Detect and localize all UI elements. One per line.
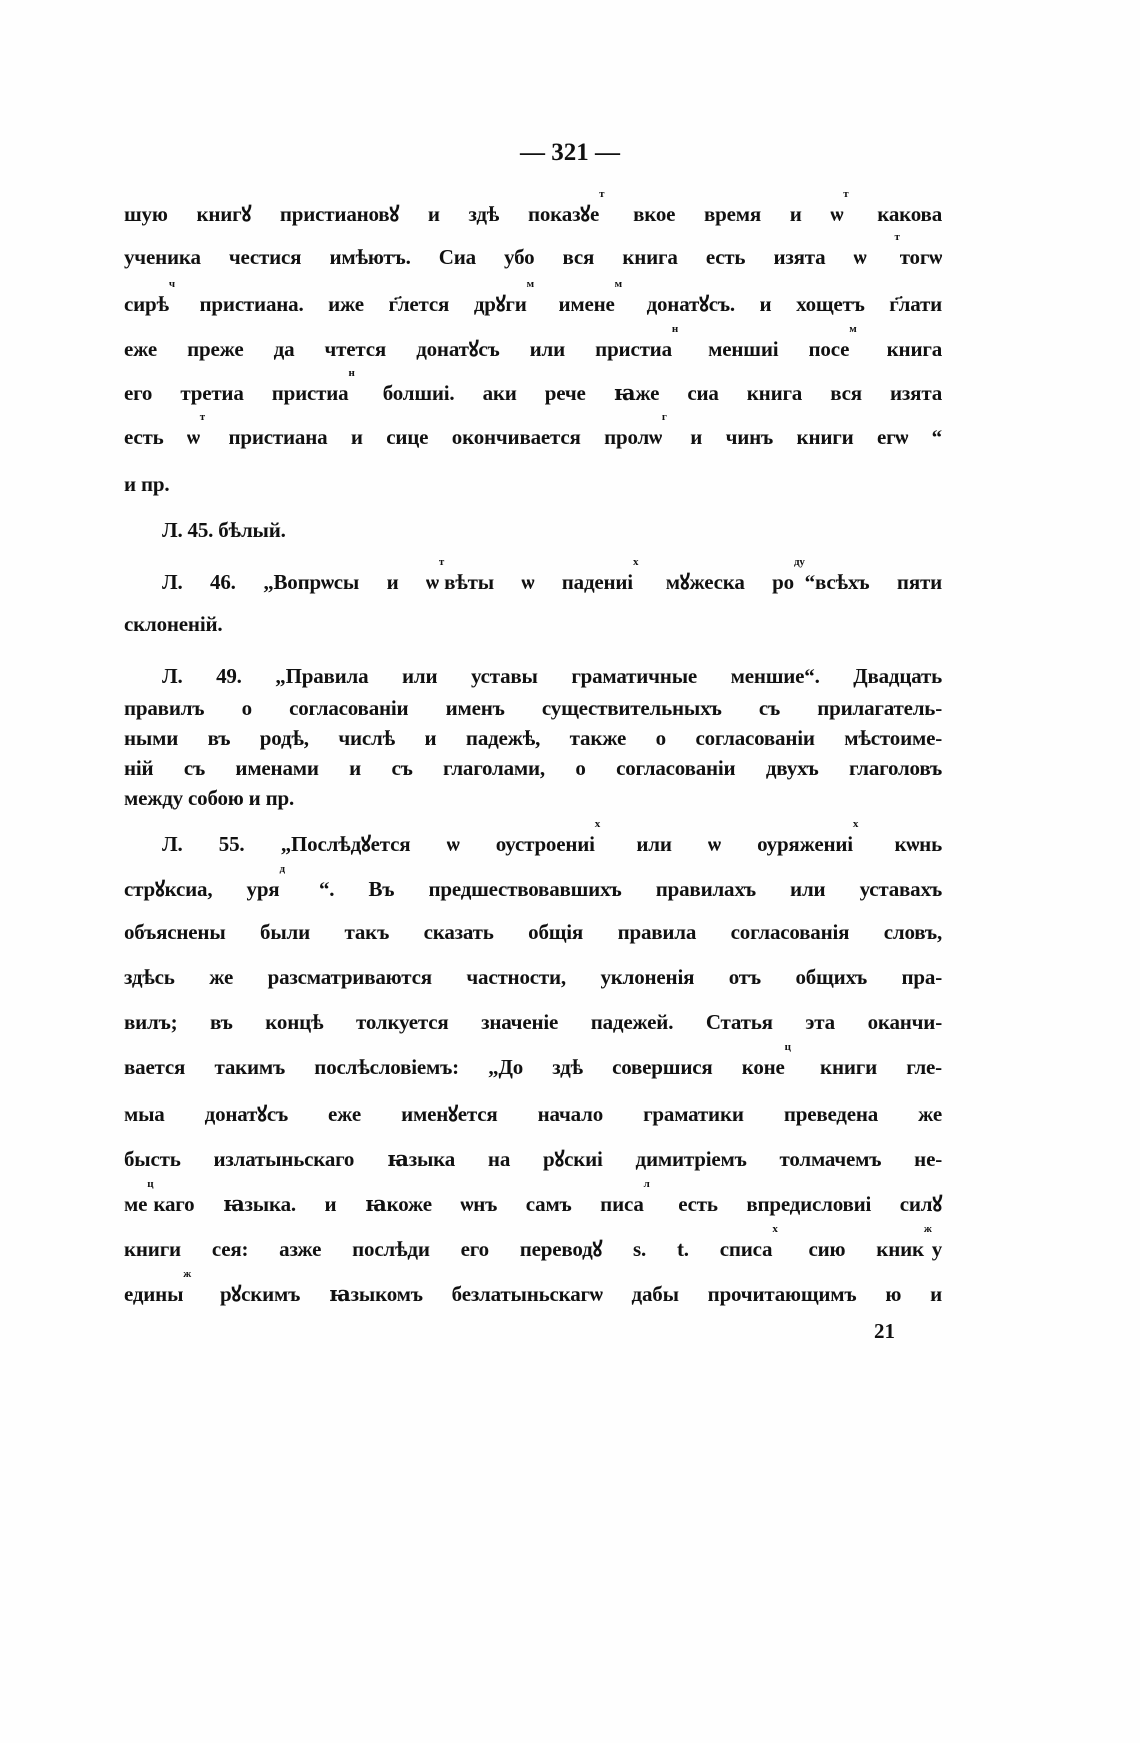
text-segment: есть впредисловиі силꙋ <box>649 1192 942 1216</box>
superscript-letter: м <box>614 278 622 290</box>
text-segment: стрꙋксиа, уря <box>124 877 280 901</box>
superscript-letter: х <box>852 818 859 830</box>
superscript-letter: ж <box>923 1223 932 1235</box>
superscript-letter: ц <box>147 1178 154 1190</box>
text-line <box>162 518 942 548</box>
text-line <box>124 1223 942 1265</box>
text-line <box>124 920 942 950</box>
text-line <box>124 1178 942 1220</box>
text-segment: склоненій. <box>124 612 223 636</box>
text-segment: пристиана. иже г҃лется дрꙋги <box>174 292 527 316</box>
superscript-letter: м <box>526 278 534 290</box>
text-line <box>124 188 942 230</box>
text-line <box>124 612 942 642</box>
superscript-letter: ду <box>793 556 805 568</box>
text-line <box>124 1268 942 1310</box>
text-segment: вилъ; въ концѣ толкуется значеніе падежей. Статья эта оканчи- <box>124 1010 942 1034</box>
text-segment: книги сея: азже послѣди его переводꙋ s. t. списа <box>124 1237 773 1261</box>
text-segment: и чинъ книги егѡ “ <box>666 425 942 449</box>
text-segment: вкое время и ѡ <box>604 202 844 226</box>
text-line <box>162 818 942 860</box>
text-segment: или ѡ оуряжениі <box>600 832 853 856</box>
text-segment: ній съ именами и съ глаголами, о согласованіи двухъ глаголовъ <box>124 756 942 780</box>
text-segment: мыа донатꙋсъ еже именꙋется начало граматики преведена же <box>124 1102 942 1126</box>
text-segment: между собою и пр. <box>124 786 295 810</box>
text-line <box>124 1145 942 1175</box>
text-line <box>124 1041 942 1085</box>
text-segment: вѣты ѡ падениі <box>444 570 633 594</box>
text-segment: имене <box>533 292 615 316</box>
text-line <box>124 411 942 455</box>
text-segment: бысть излатыньскаго ꙗзыка на рꙋскиі димитріемъ толмачемъ не- <box>124 1147 942 1171</box>
superscript-letter: х <box>594 818 601 830</box>
text-segment: книги гле- <box>790 1055 942 1079</box>
text-segment: тогѡ <box>899 245 942 269</box>
text-segment: сирѣ <box>124 292 169 316</box>
text-line <box>124 472 942 502</box>
text-segment: пристиана и сице окончивается пролѡ <box>205 425 662 449</box>
page-header-number: — 321 — <box>520 139 620 166</box>
text-segment: книга <box>856 337 942 361</box>
text-segment: сию кник <box>777 1237 924 1261</box>
superscript-letter: м <box>849 323 857 335</box>
text-line <box>124 756 942 786</box>
superscript-letter: н <box>348 367 355 379</box>
text-line <box>162 556 943 598</box>
text-segment: рꙋскимъ ꙗзыкомъ безлатыньскагѡ дабы прочитающимъ ю и <box>191 1282 942 1306</box>
text-segment: шую книгꙋ пристиановꙋ и здѣ показꙋе <box>124 202 600 226</box>
text-line <box>124 965 942 995</box>
text-line <box>124 696 942 726</box>
text-segment: здѣсь же разсматриваются частности, уклоненія отъ общихъ пра- <box>124 965 942 989</box>
superscript-letter: х <box>632 556 639 568</box>
text-segment: болшиі. аки рече ꙗже сиа книга вся изята <box>354 381 942 405</box>
superscript-letter: ц <box>784 1041 791 1053</box>
text-segment: “всѣхъ пяти <box>804 570 943 594</box>
text-line <box>124 323 942 365</box>
text-segment: “. Въ предшествовавшихъ правилахъ или уставахъ <box>284 877 943 901</box>
text-segment: меншиі посе <box>678 337 850 361</box>
text-line <box>124 231 942 275</box>
text-segment: есть ѡ <box>124 425 200 449</box>
text-segment: кѡнь <box>858 832 942 856</box>
text-segment: мꙋжеска ро <box>638 570 794 594</box>
superscript-letter: ж <box>183 1268 192 1280</box>
text-segment: Л. 45. бѣлый. <box>162 518 286 542</box>
superscript-letter: т <box>843 188 849 200</box>
superscript-letter: д <box>279 863 285 875</box>
text-segment: Л. 49. „Правила или уставы граматичные меншие“. Двадцать <box>162 664 942 688</box>
text-segment: и пр. <box>124 472 170 496</box>
text-segment: у <box>931 1237 942 1261</box>
superscript-letter: ч <box>168 278 175 290</box>
superscript-letter: т <box>894 231 900 243</box>
superscript-letter: х <box>772 1223 778 1235</box>
text-segment: каго ꙗзыка. и ꙗкоже ѡнъ самъ писа <box>153 1192 644 1216</box>
text-segment: ученика честися имѣютъ. Сиа убо вся книга есть изята ѡ <box>124 245 895 269</box>
superscript-letter: т <box>599 188 605 200</box>
text-line <box>124 1100 942 1130</box>
text-line <box>162 664 942 694</box>
text-segment: донатꙋсъ. и хощетъ г҃лати <box>621 292 942 316</box>
text-segment: Л. 46. „Вопрѡсы и ѡ <box>162 570 439 594</box>
text-segment: едины <box>124 1282 184 1306</box>
text-line <box>124 786 942 816</box>
superscript-letter: т <box>199 411 206 423</box>
signature-mark: 21 <box>874 1319 895 1343</box>
text-line <box>124 726 942 756</box>
superscript-letter: н <box>671 323 679 335</box>
text-segment: еже преже да чтется донатꙋсъ или пристиа <box>124 337 672 361</box>
text-line <box>124 278 942 320</box>
text-segment: Л. 55. „Послѣдꙋется ѡ оустроениі <box>162 832 595 856</box>
text-segment: ме <box>124 1192 148 1216</box>
text-segment: его третиа пристиа <box>124 381 349 405</box>
text-line <box>124 367 942 410</box>
text-line <box>124 1010 942 1040</box>
superscript-letter: г <box>661 411 667 423</box>
text-segment: какова <box>848 202 942 226</box>
text-segment: объяснены были такъ сказать общія правила согласованія словъ, <box>124 920 942 944</box>
text-segment: правилъ о согласованіи именъ существительныхъ съ прилагатель- <box>124 696 942 720</box>
text-segment: ными въ родѣ, числѣ и падежѣ, также о согласованіи мѣстоиме- <box>124 726 942 750</box>
superscript-letter: т <box>438 556 445 568</box>
superscript-letter: л <box>643 1178 650 1190</box>
text-line <box>124 863 943 905</box>
text-segment: вается такимъ послѣсловіемъ: „До здѣ совершися коне <box>124 1055 785 1079</box>
